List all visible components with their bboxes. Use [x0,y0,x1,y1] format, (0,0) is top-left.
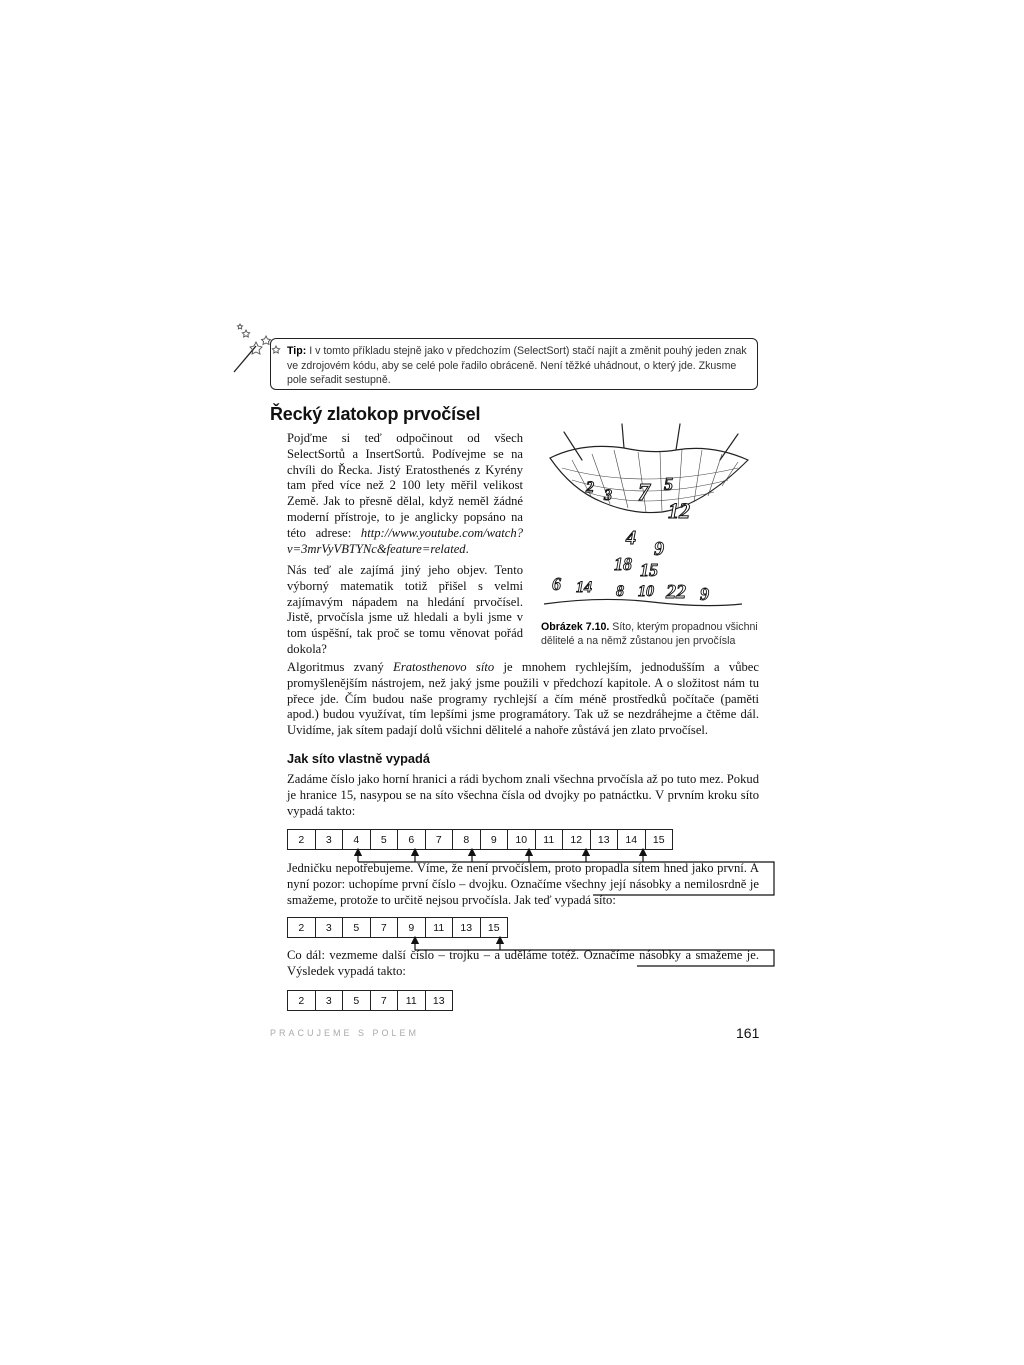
array-cell: 2 [287,917,316,938]
pile-number-14: 14 [576,579,592,596]
discovery-paragraph: Nás teď ale zajímá jiný jeho objev. Tento výborný matematik totiž přišel s velmi zajímavým nápadem na hledání prvočísel. Jistě, prvočísla jsme už hledali a byli jsme v tom úspěšní, tak proč se tomu věnovat pořád dokola? [287,563,523,656]
pile-number-18: 18 [614,554,632,574]
section-heading: Řecký zlatokop prvočísel [270,404,481,424]
net-number-3: 3 [604,487,612,504]
page-number: 161 [736,1025,760,1041]
array-cell: 7 [370,917,399,938]
pile-number-10: 10 [638,583,654,600]
array-cell: 3 [315,990,344,1011]
sieve-array-step1 [287,829,673,850]
sieve-array-step3 [287,990,453,1011]
pile-number-8: 8 [616,583,624,600]
youtube-link[interactable]: http://www.youtube.com/watch?v=3mrVyVBTYNc&feature=related [287,525,523,556]
array-cell: 2 [287,829,316,850]
sieve-illustration [542,420,752,615]
tip-box [270,338,758,390]
pile-number-22: 22 [666,581,686,603]
net-number-7: 7 [638,480,650,506]
tip-label: Tip: [287,345,307,357]
array-cell: 12 [562,829,591,850]
algorithm-text-end: je mnohem rychlejším, jednodušším a vůbec promyšlenějším nástrojem, než jaký jsme použili v předchozí kapitole. A o složitost nám tu přece jde. Čím budou naše programy rychlejší a čím méně prostředků počítače (paměti apod.) budou využívat, tím lepšími jsme programátory. Tak už se nezdráhejme a čtěme dál. Uvidíme, jak sítem padají dolů všichni dělitelé a nahoře zůstává jen zlato prvočísel. [287,660,759,738]
running-title: PRACUJEME S POLEM [270,1028,420,1038]
pile-number-15: 15 [640,560,658,580]
array-cell: 3 [315,917,344,938]
array-cell: 14 [617,829,646,850]
array-cell: 11 [397,990,426,1011]
pile-number-9-top: 9 [654,538,664,560]
url-end: . [465,541,469,556]
sieve-intro-paragraph: Zadáme číslo jako horní hranici a rádi bychom znali všechna prvočísla až po tuto mez. Pokud je hranice 15, nasypou se na síto všechna čísla od dvojky po patnáctku. V prvním kroku síto vypadá takto: [287,772,759,818]
algorithm-text-start: Algoritmus zvaný [287,660,394,674]
falling-number: 4 [626,527,636,549]
array-cell: 9 [397,917,426,938]
net-number-5: 5 [664,474,673,494]
figure-caption-label: Obrázek 7.10. [541,621,610,633]
tip-text: I v tomto příkladu stejně jako v předchozím (SelectSort) stačí najít a změnit pouhý jeden znak ve zdrojovém kódu, aby se celé pole řadilo obráceně. Není těžké uhádnout, o který jde. Zkusme pole seřadit sestupně. [287,345,747,387]
array-cell: 2 [287,990,316,1011]
intro-paragraph [287,431,523,557]
array-cell: 11 [425,917,454,938]
pile-number-6: 6 [552,574,561,594]
array-cell: 5 [342,990,371,1011]
array-cell: 8 [452,829,481,850]
net-number-12: 12 [668,498,690,523]
sieve-array-step2 [287,917,508,938]
array-cell: 13 [590,829,619,850]
subsection-heading: Jak síto vlastně vypadá [287,751,430,766]
algorithm-name: Eratosthenovo síto [393,660,495,674]
intro-text: Pojďme si teď odpočinout od všech SelectSortů a InsertSortů. Podívejme se na chvíli do Řecka. Jistý Eratosthenés z Kyrény tam před více než 2 100 lety měřil velikost Země. Jak to přesně dělal, když neměl žádné moderní přístroje, to je anglicky popsáno na této adrese: [287,431,523,540]
pile-number-9-right: 9 [700,584,709,604]
figure-caption-text: Síto, kterým propadnou všichni dělitelé a na němž zůstanou jen prvočísla [541,621,758,648]
step2-paragraph: Jedničku nepotřebujeme. Víme, že není prvočíslem, proto propadla sítem hned jako první. A nyní pozor: uchopíme první číslo – dvojku. Označíme všechny její násobky a nemilosrdně je smažeme, protože to určitě nejsou prvočísla. Jak teď vypadá síto: [287,861,759,907]
array-cell: 4 [342,829,371,850]
array-cell: 5 [342,917,371,938]
array-cell: 13 [452,917,481,938]
array-cell: 15 [480,917,509,938]
array-cell: 9 [480,829,509,850]
algorithm-paragraph [287,660,759,739]
figure-caption [541,620,761,648]
array-cell: 6 [397,829,426,850]
array-cell: 3 [315,829,344,850]
net-number-2: 2 [586,479,594,496]
array-cell: 15 [645,829,674,850]
array-cell: 13 [425,990,454,1011]
array-cell: 11 [535,829,564,850]
step3-paragraph: Co dál: vezmeme další číslo – trojku – a uděláme totéž. Označíme násobky a smažeme je. Výsledek vypadá takto: [287,948,759,978]
array-cell: 7 [370,990,399,1011]
array-cell: 10 [507,829,536,850]
array-cell: 5 [370,829,399,850]
array-cell: 7 [425,829,454,850]
